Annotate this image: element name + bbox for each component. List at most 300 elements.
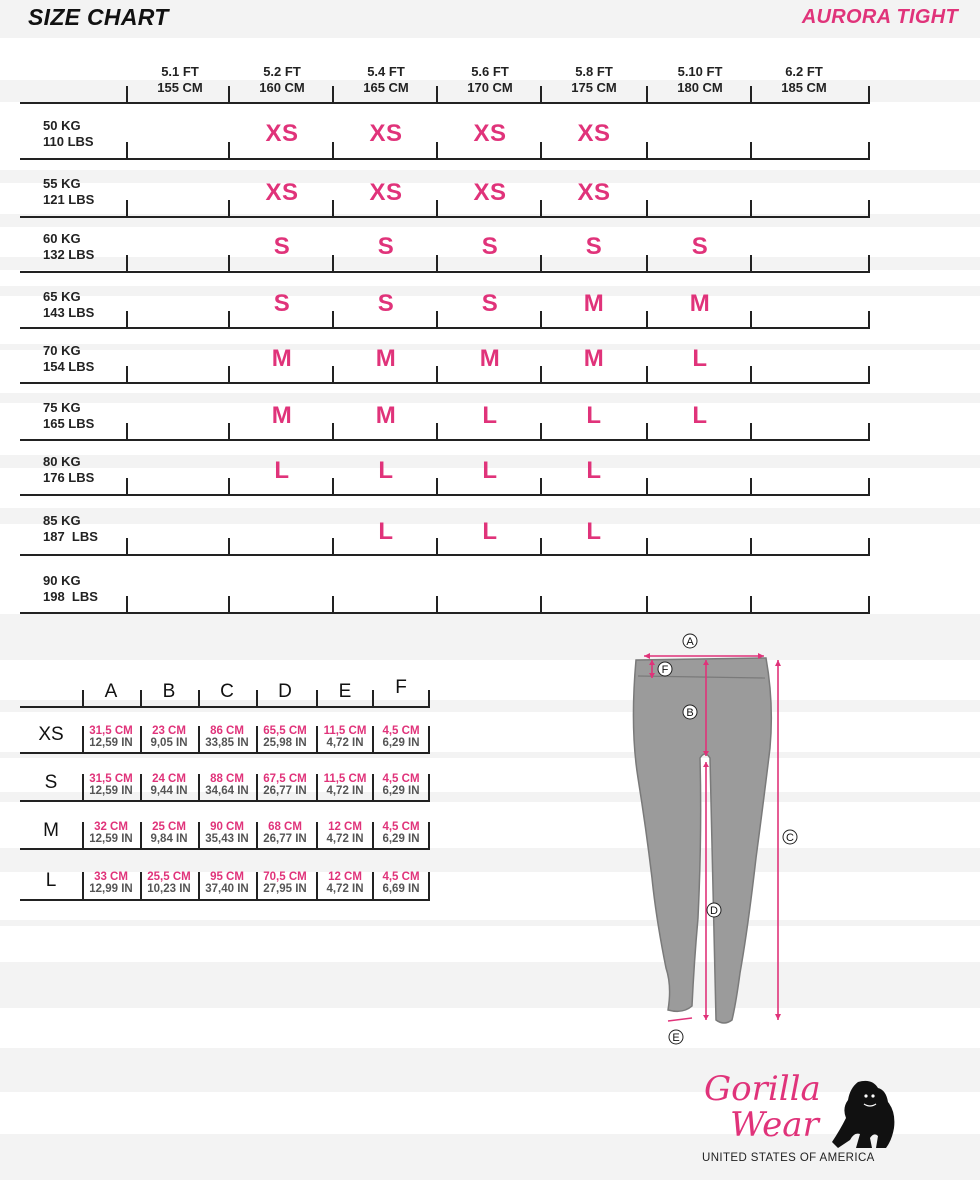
measure-cell [82,725,140,749]
marker-b-label: B [686,707,694,719]
row-divider [20,612,868,614]
column-divider [228,311,230,329]
weight-kg: 90 KG [43,573,81,588]
column-divider [228,538,230,556]
weight-lbs: 110 LBS [43,134,94,149]
size-cell: XS [369,120,403,147]
measure-in: 12,99 IN [89,883,133,895]
weight-kg: 60 KG [43,231,81,246]
column-divider [436,255,438,273]
measure-cm: 31,5 CM [89,773,133,785]
height-ft: 5.10 FT [677,64,723,79]
column-divider [540,538,542,556]
size-cell: L [378,518,394,545]
measure-cell [316,725,374,749]
size-cell: S [481,290,499,317]
size-cell: M [271,345,293,372]
column-divider [126,86,128,104]
brand-logo [700,1069,910,1168]
size-cell: S [481,233,499,260]
height-column-header [128,64,232,96]
measure-column-divider [256,872,258,901]
column-divider [646,538,648,556]
measure-cell [316,821,374,845]
height-column-header [542,64,646,96]
column-divider [540,86,542,104]
size-cell: L [586,518,602,545]
weight-row-label [43,343,94,375]
measure-in: 12,59 IN [89,785,133,797]
column-divider [868,311,870,329]
size-cell: S [585,233,603,260]
size-cell: L [378,457,394,484]
column-divider [750,596,752,614]
column-divider [646,478,648,496]
size-cell: M [689,290,711,317]
brand-name-line1: Gorilla [704,1069,821,1109]
measure-in: 10,23 IN [147,883,191,895]
marker-d-label: D [710,905,718,917]
column-divider [332,311,334,329]
measure-column-header: E [338,681,352,702]
column-divider [332,423,334,441]
height-column-header [438,64,542,96]
measure-cell [140,821,198,845]
measure-in: 9,84 IN [150,833,188,845]
measure-in: 6,29 IN [382,785,420,797]
column-divider [228,478,230,496]
measure-column-divider [316,822,318,850]
column-divider [540,200,542,218]
measure-column-header: F [395,677,407,698]
size-cell: XS [265,179,299,206]
column-divider [126,255,128,273]
measure-in: 33,85 IN [205,737,249,749]
weight-row-label [43,573,98,605]
size-cell: L [692,402,708,429]
size-cell: L [482,518,498,545]
measure-column-header: B [162,681,176,702]
size-cell: M [583,345,605,372]
measure-cm: 88 CM [210,773,244,785]
measure-in: 37,40 IN [205,883,249,895]
column-divider [750,538,752,556]
column-divider [646,142,648,160]
measure-column-divider [316,726,318,754]
height-ft: 5.8 FT [575,64,613,79]
measure-cell [372,821,430,845]
measure-cell [256,725,314,749]
column-divider [540,478,542,496]
measure-column-divider [198,822,200,850]
measure-in: 4,72 IN [326,833,364,845]
column-divider [332,255,334,273]
measure-column-divider [428,726,430,754]
size-cell: M [271,402,293,429]
measure-line-e [668,1018,692,1021]
column-divider [646,366,648,384]
measure-column-divider [372,822,374,850]
measure-column-divider [428,690,430,708]
size-cell: XS [473,120,507,147]
weight-row-label [43,454,94,486]
row-divider [20,494,868,496]
weight-row-label [43,118,94,150]
marker-e-label: E [672,1032,680,1044]
column-divider [750,86,752,104]
column-divider [228,142,230,160]
measure-column-divider [140,872,142,901]
size-cell: XS [369,179,403,206]
measure-column-header: C [220,681,234,702]
size-cell: M [375,402,397,429]
column-divider [868,423,870,441]
measure-cm: 68 CM [268,821,302,833]
size-cell: S [377,290,395,317]
height-cm: 160 CM [259,80,305,95]
measure-in: 34,64 IN [205,785,249,797]
column-divider [126,423,128,441]
measure-column-divider [256,822,258,850]
row-divider [20,327,868,329]
column-divider [126,596,128,614]
height-ft: 6.2 FT [785,64,823,79]
measure-in: 4,72 IN [326,785,364,797]
measure-column-divider [82,690,84,708]
measure-column-divider [428,774,430,802]
column-divider [126,200,128,218]
column-divider [332,142,334,160]
measure-column-divider [316,690,318,708]
size-cell: L [586,402,602,429]
column-divider [646,86,648,104]
column-divider [126,366,128,384]
measure-cell [82,871,140,895]
size-cell: L [692,345,708,372]
column-divider [868,538,870,556]
weight-lbs: 165 LBS [43,416,95,431]
weight-lbs: 154 LBS [43,359,95,374]
garment-shape [633,658,771,1023]
column-divider [228,423,230,441]
weight-row-label [43,231,94,263]
measure-in: 35,43 IN [205,833,249,845]
measure-cm: 25 CM [152,821,186,833]
size-cell: S [273,290,291,317]
height-cm: 155 CM [157,80,203,95]
height-cm: 180 CM [677,80,723,95]
column-divider [750,142,752,160]
size-cell: S [377,233,395,260]
column-divider [332,478,334,496]
measure-column-header: D [278,681,292,702]
measure-column-divider [82,774,84,802]
measure-in: 6,29 IN [382,737,420,749]
measure-column-divider [140,726,142,754]
measure-cell [82,773,140,797]
measure-cm: 4,5 CM [382,773,420,785]
measure-column-divider [256,690,258,708]
measure-size-label: S [44,772,58,793]
measure-cell [256,871,314,895]
column-divider [436,423,438,441]
column-divider [750,478,752,496]
size-cell: L [482,402,498,429]
size-cell: XS [473,179,507,206]
column-divider [332,86,334,104]
marker-a-label: A [686,636,694,648]
column-divider [540,255,542,273]
measure-in: 6,69 IN [382,883,420,895]
column-divider [228,200,230,218]
height-column-header [648,64,752,96]
measure-cm: 11,5 CM [323,773,367,785]
measure-size-label: L [45,870,57,891]
size-cell: M [479,345,501,372]
measure-column-header: A [104,681,118,702]
column-divider [646,311,648,329]
weight-lbs: 121 LBS [43,192,95,207]
measure-column-divider [198,690,200,708]
measure-cm: 23 CM [152,725,186,737]
measure-in: 9,05 IN [150,737,188,749]
height-column-header [752,64,856,96]
size-cell: S [273,233,291,260]
column-divider [126,142,128,160]
measure-cm: 33 CM [94,871,128,883]
measure-in: 12,59 IN [89,737,133,749]
height-ft: 5.1 FT [161,64,199,79]
marker-c-label: C [786,832,794,844]
weight-kg: 50 KG [43,118,81,133]
column-divider [540,142,542,160]
column-divider [436,86,438,104]
height-cm: 185 CM [781,80,827,95]
measure-cm: 12 CM [328,821,362,833]
measure-column-divider [198,774,200,802]
measure-cm: 4,5 CM [382,821,420,833]
weight-lbs: 132 LBS [43,247,95,262]
column-divider [228,596,230,614]
weight-row-label [43,400,94,432]
weight-lbs: 143 LBS [43,305,95,320]
column-divider [868,366,870,384]
column-divider [436,311,438,329]
height-ft: 5.6 FT [471,64,509,79]
measure-cm: 24 CM [152,773,186,785]
column-divider [750,423,752,441]
brand-name-line2: Wear [730,1105,819,1145]
measure-cm: 70,5 CM [263,871,307,883]
measure-cell [140,773,198,797]
height-ft: 5.4 FT [367,64,405,79]
size-cell: M [583,290,605,317]
column-divider [332,200,334,218]
measure-column-divider [372,690,374,708]
measure-column-divider [82,822,84,850]
measure-column-divider [82,726,84,754]
measure-column-divider [372,774,374,802]
column-divider [436,200,438,218]
size-cell: M [375,345,397,372]
size-cell: S [691,233,709,260]
measure-cm: 12 CM [328,871,362,883]
measure-cell [198,725,256,749]
column-divider [126,478,128,496]
measure-size-label: XS [38,724,64,745]
measure-column-divider [316,774,318,802]
measure-cm: 32 CM [94,821,128,833]
column-divider [540,311,542,329]
column-divider [126,311,128,329]
weight-kg: 75 KG [43,400,81,415]
measure-column-divider [140,822,142,850]
measure-column-divider [256,726,258,754]
height-cm: 175 CM [571,80,617,95]
measure-column-divider [372,726,374,754]
measure-in: 4,72 IN [326,883,364,895]
measure-cell [372,871,430,895]
column-divider [228,366,230,384]
size-cell: XS [577,120,611,147]
measure-column-divider [140,774,142,802]
product-name: AURORA TIGHT [801,6,958,28]
row-divider [20,382,868,384]
measure-cell [316,871,374,895]
weight-row-label [43,513,98,545]
row-divider [20,216,868,218]
weight-lbs: 187 LBS [43,529,98,544]
weight-row-label [43,176,94,208]
column-divider [868,86,870,104]
measure-in: 4,72 IN [326,737,364,749]
column-divider [436,478,438,496]
measure-cm: 31,5 CM [89,725,133,737]
column-divider [228,86,230,104]
measure-cell [198,871,256,895]
height-ft: 5.2 FT [263,64,301,79]
weight-kg: 85 KG [43,513,81,528]
measure-cm: 4,5 CM [382,725,420,737]
measure-cell [372,773,430,797]
column-divider [868,255,870,273]
column-divider [436,142,438,160]
measure-cell [316,773,374,797]
size-cell: L [482,457,498,484]
weight-lbs: 176 LBS [43,470,95,485]
measure-cell [140,871,198,895]
height-column-header [334,64,438,96]
measure-cell [372,725,430,749]
measure-cell [198,821,256,845]
measure-in: 6,29 IN [382,833,420,845]
column-divider [646,596,648,614]
height-column-header [230,64,334,96]
column-divider [646,200,648,218]
size-cell: XS [577,179,611,206]
column-divider [868,596,870,614]
column-divider [540,423,542,441]
brand-tagline: UNITED STATES OF AMERICA [702,1152,875,1164]
weight-lbs: 198 LBS [43,589,98,604]
column-divider [332,538,334,556]
height-cm: 165 CM [363,80,409,95]
page-title: SIZE CHART [28,4,169,30]
column-divider [868,200,870,218]
measure-cm: 65,5 CM [263,725,307,737]
column-divider [868,142,870,160]
column-divider [750,366,752,384]
measure-column-divider [256,774,258,802]
measure-cm: 90 CM [210,821,244,833]
measure-cm: 67,5 CM [263,773,307,785]
row-divider [20,439,868,441]
measure-column-divider [198,726,200,754]
measure-column-divider [316,872,318,901]
weight-kg: 70 KG [43,343,81,358]
column-divider [332,596,334,614]
column-divider [750,255,752,273]
measure-cm: 95 CM [210,871,244,883]
measure-column-divider [428,822,430,850]
measure-column-divider [372,872,374,901]
measure-column-divider [82,872,84,901]
height-cm: 170 CM [467,80,513,95]
leggings-diagram [620,628,810,1048]
weight-row-label [43,289,94,321]
measure-column-divider [140,690,142,708]
measure-cell [256,821,314,845]
column-divider [126,538,128,556]
measure-in: 26,77 IN [263,785,307,797]
column-divider [436,538,438,556]
measure-cm: 4,5 CM [382,871,420,883]
measure-in: 9,44 IN [150,785,188,797]
measure-cell [198,773,256,797]
measure-in: 25,98 IN [263,737,307,749]
column-divider [436,596,438,614]
column-divider [750,311,752,329]
gorilla-icon [828,1078,898,1150]
weight-kg: 80 KG [43,454,81,469]
size-cell: L [274,457,290,484]
measure-in: 26,77 IN [263,833,307,845]
measure-cm: 11,5 CM [323,725,367,737]
measure-cm: 86 CM [210,725,244,737]
measure-cm: 25,5 CM [147,871,191,883]
column-divider [228,255,230,273]
measure-in: 27,95 IN [263,883,307,895]
measure-in: 12,59 IN [89,833,133,845]
measure-column-divider [198,872,200,901]
size-cell: L [586,457,602,484]
row-divider [20,554,868,556]
size-cell: XS [265,120,299,147]
row-divider [20,102,868,104]
row-divider [20,158,868,160]
column-divider [540,366,542,384]
row-divider [20,271,868,273]
column-divider [436,366,438,384]
column-divider [646,255,648,273]
weight-kg: 55 KG [43,176,81,191]
measure-column-divider [428,872,430,901]
measure-cell [82,821,140,845]
column-divider [332,366,334,384]
weight-kg: 65 KG [43,289,81,304]
column-divider [646,423,648,441]
column-divider [868,478,870,496]
